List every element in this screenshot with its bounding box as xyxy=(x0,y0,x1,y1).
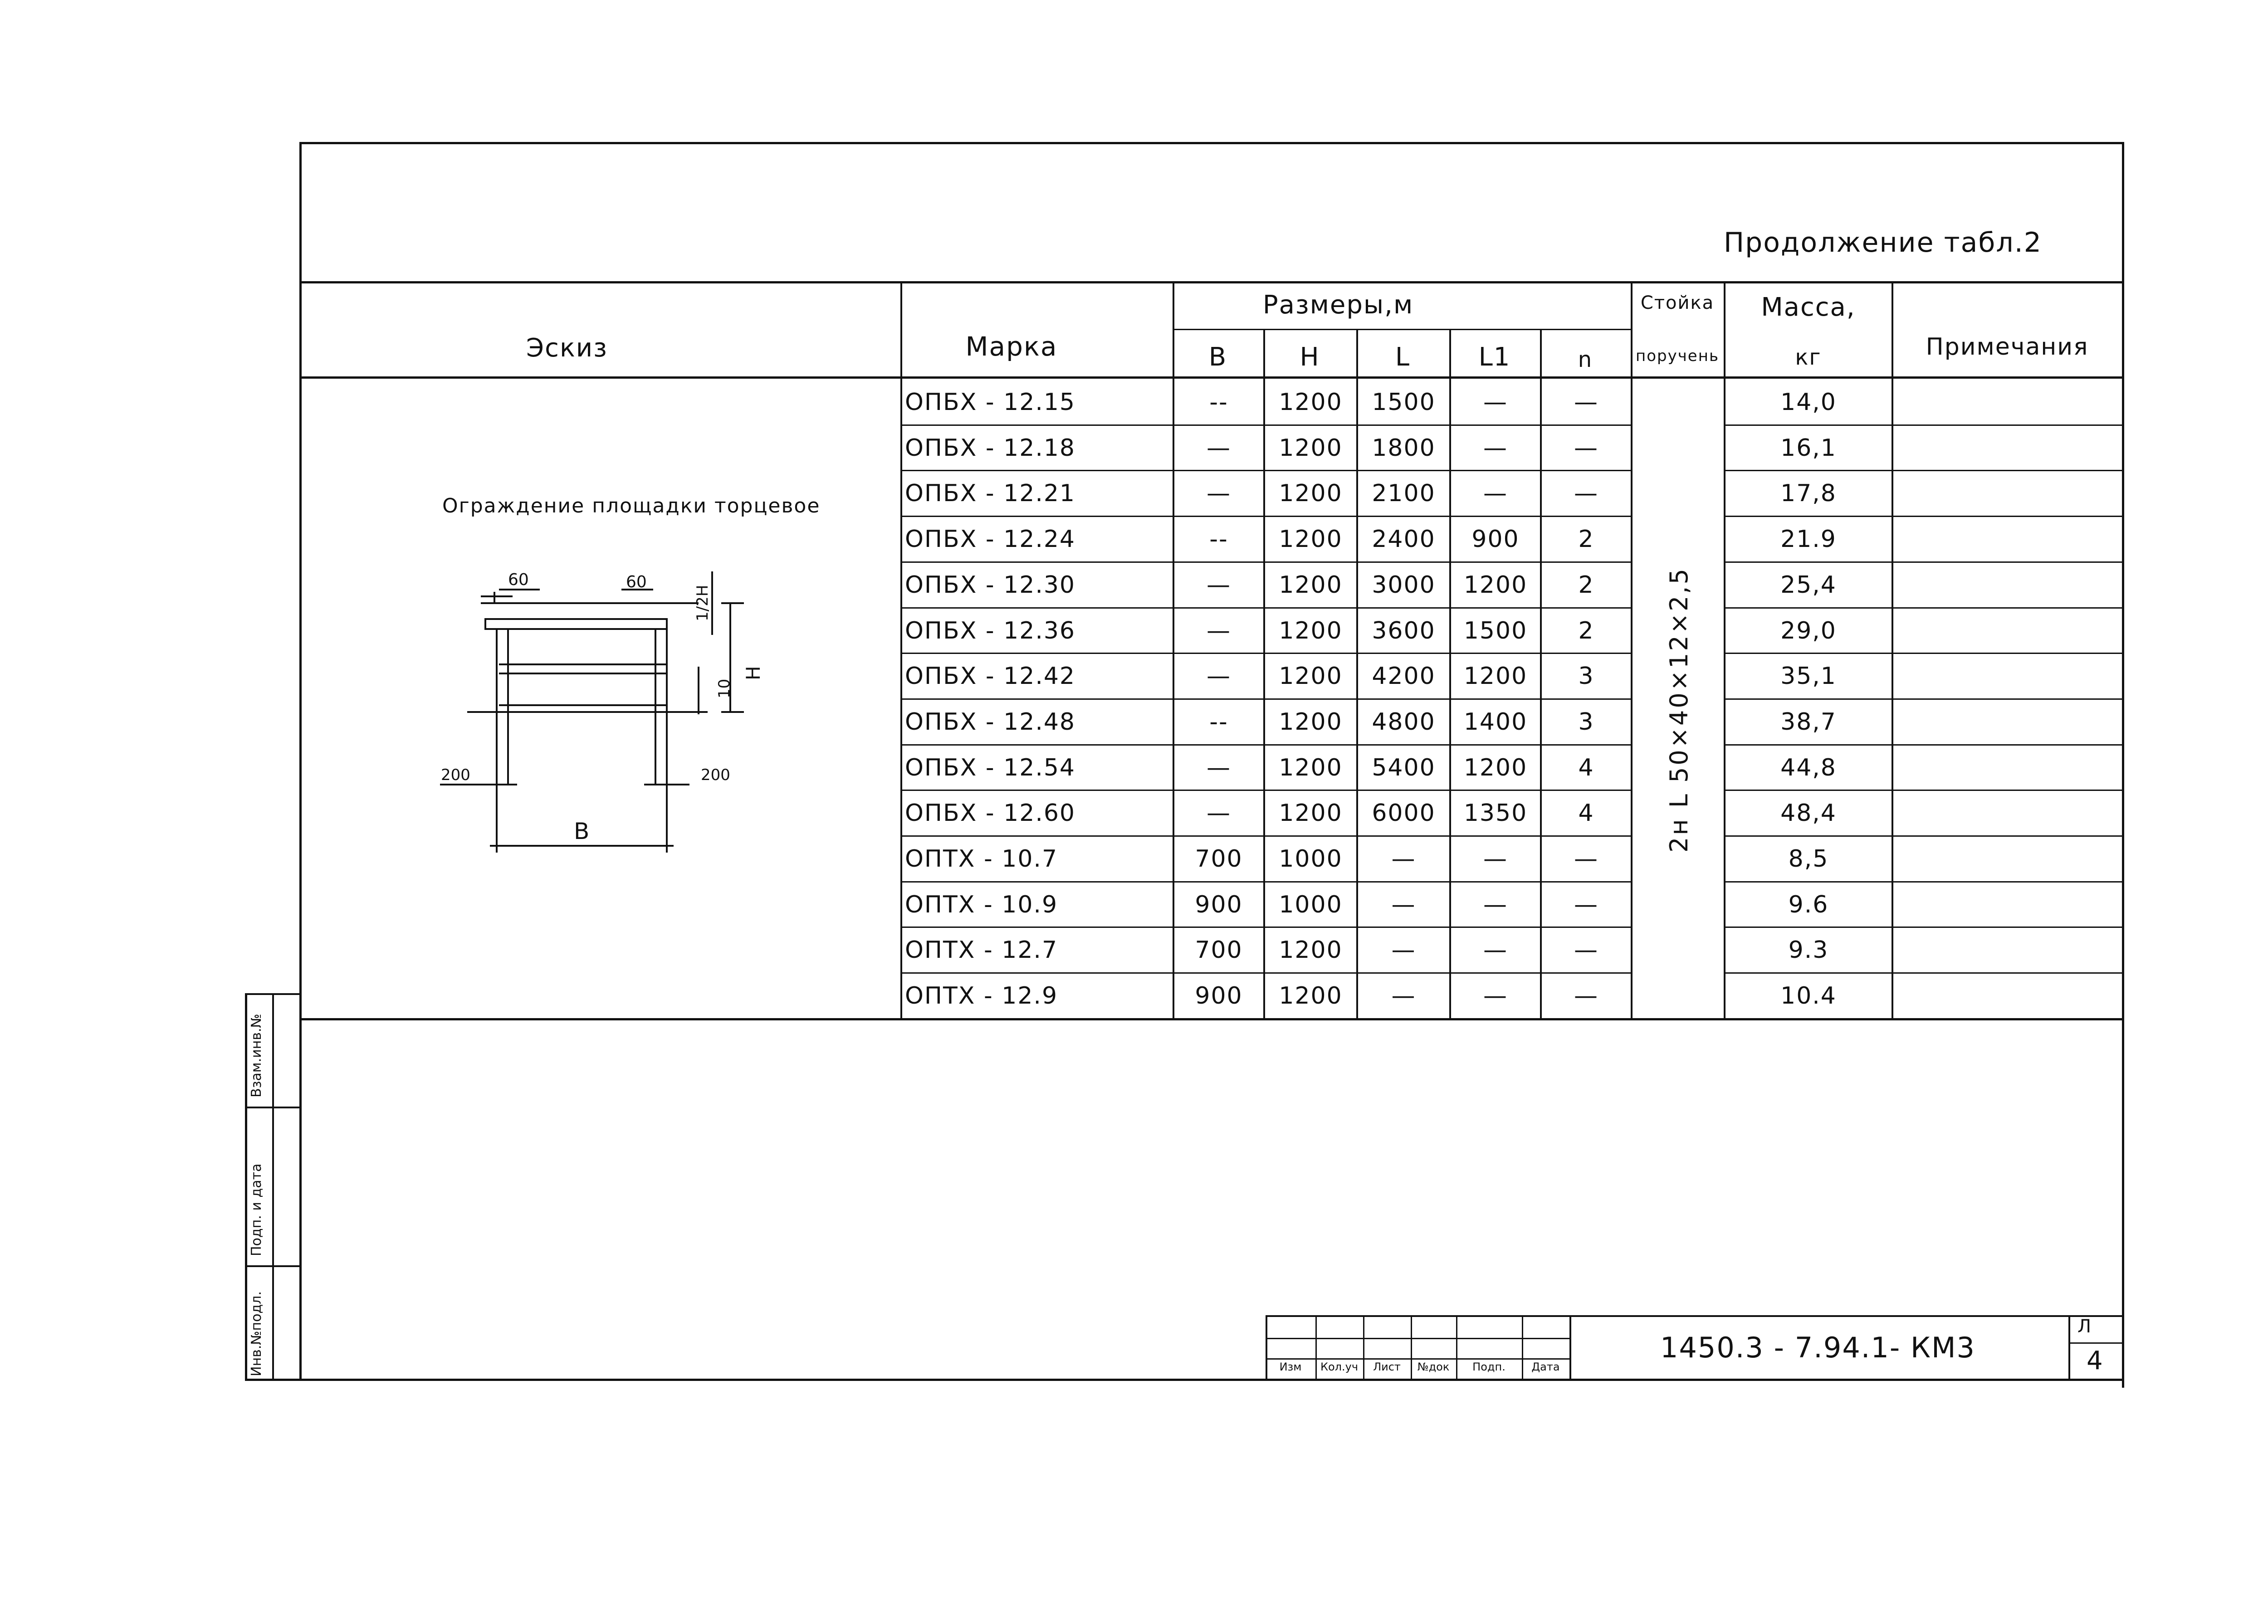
cell-l: 1800 xyxy=(1372,434,1436,462)
cell-b: — xyxy=(1207,434,1231,462)
cell-b: -- xyxy=(1209,526,1228,553)
cell-b: — xyxy=(1207,571,1231,599)
post-profile: 2н L 50×40×12×2,5 xyxy=(1665,567,1693,853)
cell-n: — xyxy=(1574,982,1598,1010)
cell-n: — xyxy=(1574,434,1598,462)
cell-h: 1200 xyxy=(1279,982,1343,1010)
cell-mark: ОПБХ - 12.30 xyxy=(905,571,1076,599)
cell-l1: — xyxy=(1483,936,1508,964)
header-mass-top: Масса, xyxy=(1761,293,1856,322)
cell-b: -- xyxy=(1209,708,1228,736)
header-mass-bottom: кг xyxy=(1795,345,1822,370)
title-block-col-label: №док xyxy=(1417,1361,1450,1373)
cell-mass: 48,4 xyxy=(1780,800,1837,827)
cell-h: 1200 xyxy=(1279,936,1343,964)
cell-l1: 1200 xyxy=(1463,754,1528,781)
cell-mark: ОПБХ - 12.24 xyxy=(905,526,1076,553)
cell-l1: — xyxy=(1483,891,1508,918)
header-dims: Размеры,м xyxy=(1262,290,1414,320)
sheet-label: Л xyxy=(2077,1316,2092,1337)
cell-b: -- xyxy=(1209,389,1228,416)
col-line-note xyxy=(1892,281,1893,1018)
col-line-post xyxy=(1631,281,1633,1018)
title-block-col-label: Дата xyxy=(1531,1361,1560,1373)
cell-h: 1200 xyxy=(1279,389,1343,416)
cell-l1: 1500 xyxy=(1463,617,1528,644)
cell-mass: 9.3 xyxy=(1788,936,1829,964)
cell-n: — xyxy=(1574,891,1598,918)
cell-l: 3600 xyxy=(1372,617,1436,644)
cell-mark: ОПТХ - 12.9 xyxy=(905,982,1058,1010)
stamp-replace-inv: Взам.инв.№ xyxy=(249,1014,264,1097)
cell-mark: ОПТХ - 10.7 xyxy=(905,845,1058,873)
cell-l: 2100 xyxy=(1372,480,1436,507)
cell-l: 2400 xyxy=(1372,526,1436,553)
cell-b: — xyxy=(1207,754,1231,781)
title-block-col-label: Кол.уч xyxy=(1320,1361,1359,1373)
cell-l: 5400 xyxy=(1372,754,1436,781)
cell-h: 1200 xyxy=(1279,663,1343,690)
dim-200-right: 200 xyxy=(701,766,730,784)
frame-left xyxy=(299,142,302,1380)
col-line-mark xyxy=(900,281,902,1018)
cell-mark: ОПТХ - 12.7 xyxy=(905,936,1058,964)
cell-h: 1200 xyxy=(1279,526,1343,553)
cell-l1: 900 xyxy=(1471,526,1520,553)
cell-mark: ОПБХ - 12.54 xyxy=(905,754,1076,781)
cell-n: — xyxy=(1574,845,1598,873)
doc-code: 1450.3 - 7.94.1- КМ3 xyxy=(1660,1331,1975,1364)
cell-l: — xyxy=(1391,845,1416,873)
cell-b: — xyxy=(1207,480,1231,507)
cell-b: — xyxy=(1207,800,1231,827)
dim-200-left: 200 xyxy=(441,766,470,784)
cell-mass: 35,1 xyxy=(1780,663,1837,690)
cell-h: 1200 xyxy=(1279,571,1343,599)
cell-l1: — xyxy=(1483,434,1508,462)
cell-l: — xyxy=(1391,936,1416,964)
cell-h: 1200 xyxy=(1279,800,1343,827)
sketch-drawing xyxy=(426,544,826,862)
cell-l: 3000 xyxy=(1372,571,1436,599)
cell-n: 3 xyxy=(1578,708,1594,736)
cell-l1: — xyxy=(1483,982,1508,1010)
header-b: B xyxy=(1208,342,1227,372)
cell-mass: 9.6 xyxy=(1788,891,1829,918)
cell-h: 1200 xyxy=(1279,434,1343,462)
cell-mark: ОПБХ - 12.42 xyxy=(905,663,1076,690)
cell-mass: 21.9 xyxy=(1780,526,1837,553)
cell-mass: 14,0 xyxy=(1780,389,1837,416)
cell-l: — xyxy=(1391,982,1416,1010)
cell-l: 4800 xyxy=(1372,708,1436,736)
header-sketch: Эскиз xyxy=(526,333,608,363)
cell-b: 700 xyxy=(1195,936,1243,964)
cell-b: 900 xyxy=(1195,982,1243,1010)
header-l1: L1 xyxy=(1478,342,1511,372)
title-block-col-label: Изм xyxy=(1279,1361,1302,1373)
cell-h: 1000 xyxy=(1279,845,1343,873)
header-note: Примечания xyxy=(1926,333,2089,361)
title-block-col-label: Подп. xyxy=(1472,1361,1505,1373)
cell-l1: 1400 xyxy=(1463,708,1528,736)
dim-60-right: 60 xyxy=(626,573,647,591)
cell-n: 3 xyxy=(1578,663,1594,690)
cell-mass: 17,8 xyxy=(1780,480,1837,507)
table-bottom-line xyxy=(299,1018,2124,1020)
header-h: H xyxy=(1300,342,1320,372)
cell-l1: 1350 xyxy=(1463,800,1528,827)
cell-h: 1200 xyxy=(1279,708,1343,736)
cell-mark: ОПБХ - 12.18 xyxy=(905,434,1076,462)
cell-n: 4 xyxy=(1578,754,1594,781)
cell-l1: — xyxy=(1483,845,1508,873)
cell-l1: 1200 xyxy=(1463,663,1528,690)
cell-mass: 10.4 xyxy=(1780,982,1837,1010)
sheet-number: 4 xyxy=(2087,1346,2104,1375)
cell-n: 2 xyxy=(1578,617,1594,644)
stamp-inv-orig: Инв.№подл. xyxy=(249,1291,264,1376)
title-block-col-label: Лист xyxy=(1373,1361,1401,1373)
cell-l: 6000 xyxy=(1372,800,1436,827)
stamp-sign-date: Подп. и дата xyxy=(249,1163,264,1256)
cell-b: — xyxy=(1207,663,1231,690)
cell-mass: 29,0 xyxy=(1780,617,1837,644)
frame-bottom xyxy=(245,1379,2124,1381)
dim-half-h: 1/2H xyxy=(694,585,712,621)
cell-l: 4200 xyxy=(1372,663,1436,690)
table-header-bottom-line xyxy=(299,376,2124,379)
table-top-line xyxy=(299,281,2124,283)
dim-10: 10 xyxy=(715,678,733,698)
header-n: n xyxy=(1578,347,1593,372)
cell-h: 1000 xyxy=(1279,891,1343,918)
cell-n: — xyxy=(1574,389,1598,416)
frame-top xyxy=(299,142,2124,144)
cell-h: 1200 xyxy=(1279,617,1343,644)
cell-mark: ОПБХ - 12.36 xyxy=(905,617,1076,644)
sketch-title: Ограждение площадки торцевое xyxy=(442,494,821,517)
table-caption: Продолжение табл.2 xyxy=(1724,227,2042,258)
frame-right xyxy=(2122,142,2124,1388)
dim-h: H xyxy=(742,666,764,680)
cell-mark: ОПБХ - 12.48 xyxy=(905,708,1076,736)
cell-mass: 8,5 xyxy=(1788,845,1829,873)
cell-b: — xyxy=(1207,617,1231,644)
cell-mass: 44,8 xyxy=(1780,754,1837,781)
cell-mark: ОПБХ - 12.15 xyxy=(905,389,1076,416)
header-post-top: Стойка xyxy=(1640,293,1715,313)
cell-h: 1200 xyxy=(1279,480,1343,507)
cell-h: 1200 xyxy=(1279,754,1343,781)
cell-n: — xyxy=(1574,936,1598,964)
cell-l: — xyxy=(1391,891,1416,918)
cell-l1: — xyxy=(1483,480,1508,507)
cell-l: 1500 xyxy=(1372,389,1436,416)
header-l: L xyxy=(1395,342,1411,372)
cell-n: 2 xyxy=(1578,571,1594,599)
cell-b: 900 xyxy=(1195,891,1243,918)
cell-n: — xyxy=(1574,480,1598,507)
cell-mark: ОПТХ - 10.9 xyxy=(905,891,1058,918)
cell-mass: 38,7 xyxy=(1780,708,1837,736)
cell-n: 2 xyxy=(1578,526,1594,553)
cell-l1: 1200 xyxy=(1463,571,1528,599)
cell-mark: ОПБХ - 12.21 xyxy=(905,480,1076,507)
dim-60-left: 60 xyxy=(508,571,529,589)
cell-mass: 25,4 xyxy=(1780,571,1837,599)
cell-n: 4 xyxy=(1578,800,1594,827)
header-mark: Марка xyxy=(965,331,1058,362)
cell-b: 700 xyxy=(1195,845,1243,873)
cell-mark: ОПБХ - 12.60 xyxy=(905,800,1076,827)
dim-b: B xyxy=(574,818,590,844)
cell-mass: 16,1 xyxy=(1780,434,1837,462)
cell-l1: — xyxy=(1483,389,1508,416)
header-post-bottom: поручень xyxy=(1635,347,1719,365)
